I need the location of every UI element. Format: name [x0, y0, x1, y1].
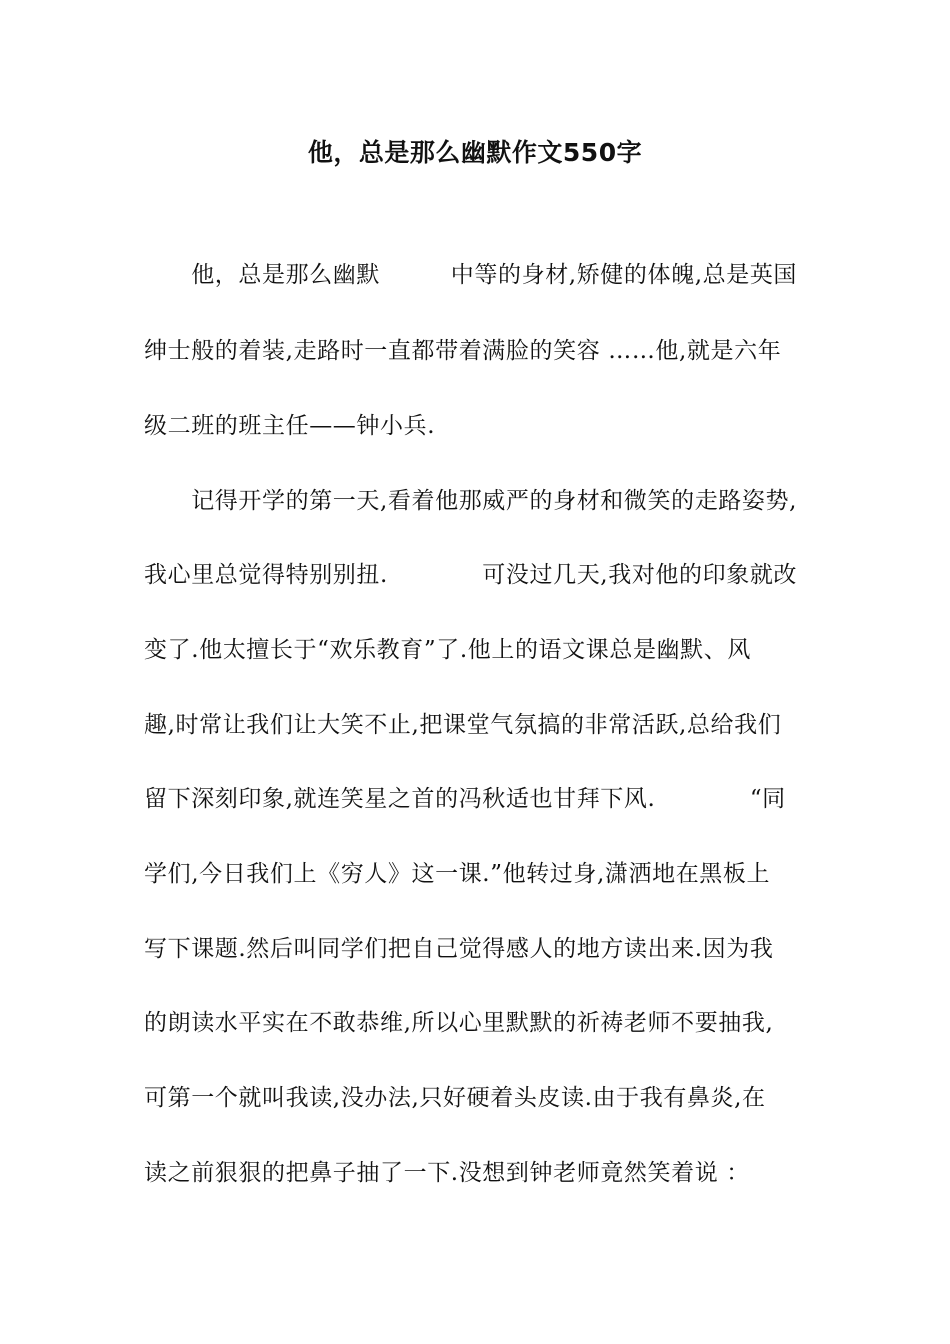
- body-line-12: 可第一个就叫我读,没办法,只好硬着头皮读.由于我有鼻炎,在: [144, 1085, 766, 1111]
- body-line-13: 读之前狠狠的把鼻子抽了一下.没想到钟老师竟然笑着说 ：: [144, 1160, 750, 1186]
- body-line-3: 级二班的班主任——钟小兵.: [144, 413, 436, 439]
- body-line-9: 学们,今日我们上《穷人》这一课.”他转过身,潇洒地在黑板上: [144, 861, 771, 887]
- body-line-8: 留下深刻印象,就连笑星之首的冯秋适也甘拜下风. “同: [144, 786, 786, 812]
- body-line-2: 绅士般的着装,走路时一直都带着满脸的笑容 ……他,就是六年: [144, 338, 782, 364]
- body-line-7: 趣,时常让我们让大笑不止,把课堂气氛搞的非常活跃,总给我们: [144, 712, 782, 738]
- body-line-10: 写下课题.然后叫同学们把自己觉得感人的地方读出来.因为我: [144, 936, 774, 962]
- body-line-5: 我心里总觉得特别别扭. 可没过几天,我对他的印象就改: [144, 562, 798, 588]
- body-line-6: 变了.他太擅长于“欢乐教育”了.他上的语文课总是幽默、风: [144, 637, 751, 663]
- document-title: 他，总是那么幽默作文550字: [307, 138, 643, 167]
- body-line-11: 的朗读水平实在不敢恭维,所以心里默默的祈祷老师不要抽我,: [144, 1010, 774, 1036]
- body-line-1: 他，总是那么幽默 中等的身材,矫健的体魄,总是英国: [144, 262, 798, 288]
- body-line-4: 记得开学的第一天,看着他那威严的身材和微笑的走路姿势,: [144, 488, 798, 514]
